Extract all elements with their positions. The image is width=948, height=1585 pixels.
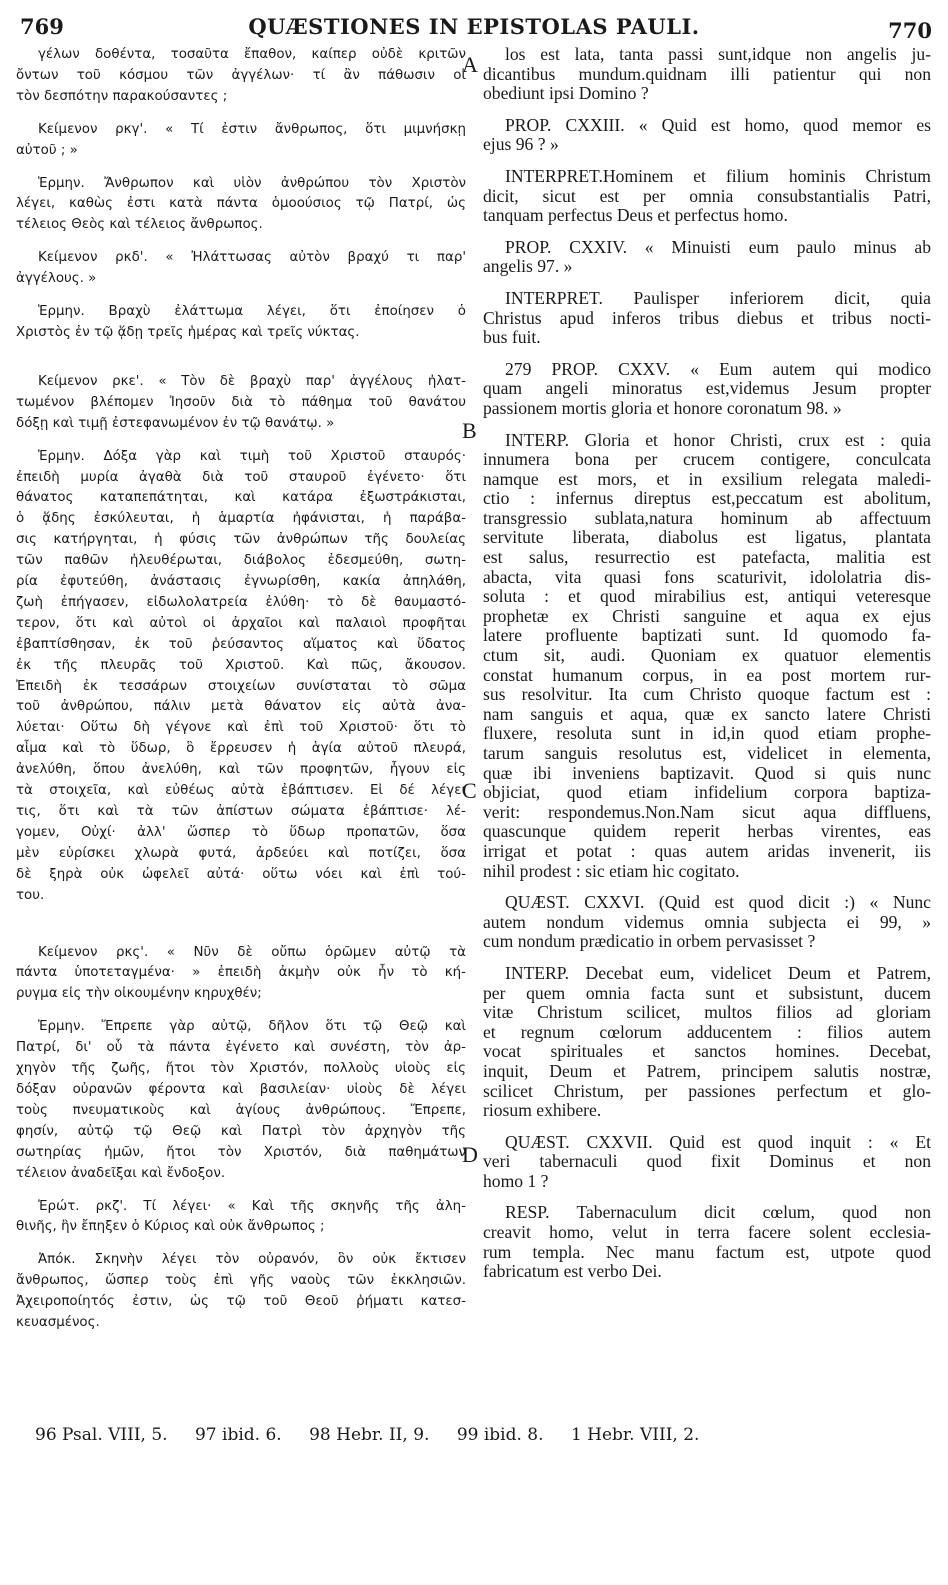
paragraph: [16, 302, 466, 344]
page-number-left: 769: [20, 14, 64, 39]
text-line: quæ ibi inveniens baptizavit. Quod si quis nunc: [483, 763, 931, 783]
text-line: dicantibus mundum.quidnam illi patientur qui non: [483, 64, 931, 84]
paragraph: [483, 45, 931, 104]
footnote: 97 ibid. 6.: [194, 1425, 282, 1445]
text-line: QUÆST. CXXVII. Quid est quod inquit : « Et: [505, 1132, 931, 1152]
text-line: λέγει, καθὼς ἐστι κατὰ πάντα ὁμοούσιος τῷ Πατρί, ὡς: [16, 196, 466, 212]
text-line: Ἑρμην. Ἔπρεπε γὰρ αὐτῷ, δῆλον ὅτι τῷ Θεῷ καὶ: [38, 1019, 466, 1035]
text-line: ἀγγέλους. »: [16, 271, 97, 287]
text-line: τοῦ ἀνθρώπου, πάλιν μετὰ θάνατον εἰς αὐτὰ ἀνα-: [16, 699, 466, 715]
footnote: 1 Hebr. VIII, 2.: [570, 1425, 700, 1445]
text-line: QUÆST. CXXVI. (Quid est quod dicit :) « Nunc: [505, 893, 931, 913]
text-line: δόξῃ καὶ τιμῇ ἐστεφανωμένον ἐν τῷ θανάτῳ. »: [16, 415, 335, 431]
text-line: ζωὴ ἐπήγασεν, εἰδωλολατρεία ἐλύθη· τὸ δὲ θαυμαστό-: [16, 594, 466, 610]
text-line: τῶν παθῶν ἠλευθέρωται, διάβολος ἐδεσμεύθη, σωτη-: [16, 553, 466, 569]
text-line: αἷμα καὶ τὸ ὕδωρ, ὃ ἔρρευσεν ἡ ἁγία αὐτοῦ πλευρά,: [16, 741, 466, 757]
footnote: 98 Hebr. II, 9.: [309, 1425, 430, 1445]
text-line: homo 1 ?: [483, 1171, 549, 1191]
paragraph-gap: [483, 1121, 931, 1133]
running-header: [16, 14, 932, 44]
text-line: latere profluente baptizati sunt. Id quomodo fa-: [483, 626, 931, 646]
paragraph-gap: [483, 155, 931, 167]
text-line: tarum sanguis resolutus est, videlicet in elementa,: [483, 744, 931, 763]
text-line: INTERP. Decebat eum, videlicet Deum et Patrem,: [505, 963, 931, 983]
footnote: 96 Psal. VIII, 5.: [35, 1425, 168, 1445]
paragraph-gap: [16, 344, 466, 372]
text-line: Πατρί, δι' οὗ τὰ πάντα ἐγένετο καὶ συνέστη, τὸν ἀρ-: [16, 1040, 466, 1056]
text-line: ρία ἐφυτεύθη, ἀνάστασις ἐγνωρίσθη, κακία ἀπηλάθη,: [16, 574, 466, 590]
text-line: quascunque quidem reperit herbas virentes, eas: [483, 822, 931, 842]
text-line: ἀνελύθη, ὅπου ἀνελύθη, καὶ τῶν προφητῶν, ἦγουν εἰς: [16, 762, 466, 778]
text-line: verit: respondemus.Non.Nam sicut aqua diffluens,: [483, 802, 931, 822]
paragraph: [16, 1197, 466, 1239]
paragraph-gap: [483, 419, 931, 431]
text-line: ctio : infernus direptus est,peccatum est abolitum,: [483, 489, 931, 509]
text-line: ἐβαπτίσθησαν, ἐκ τοῦ ῥεύσαντος αἵματος καὶ ὕδατος: [16, 636, 466, 652]
text-line: creavit homo, velut in terra facere solent ecclesia-: [483, 1223, 931, 1243]
text-line: fabricatum est verbo Dei.: [483, 1262, 662, 1282]
paragraph: [483, 289, 931, 348]
text-line: vocat spirituales et sanctos homines. Decebat,: [483, 1042, 931, 1062]
page-number-right: 770: [888, 18, 932, 43]
paragraph: [16, 943, 466, 1006]
paragraph: [16, 174, 466, 237]
paragraph: [16, 1017, 466, 1184]
text-line: του.: [16, 887, 45, 903]
text-line: τερον, ὅτι καὶ αὐτοὶ οἱ ἀρχαῖοι καὶ παλαιοὶ προφῆται: [16, 615, 466, 631]
text-line: rum templa. Nec manu factum est, utpote quod: [483, 1242, 931, 1262]
text-line: est salus, resurrectio est patefacta, malitia est: [483, 548, 931, 568]
text-line: PROP. CXXIII. « Quid est homo, quod memor es: [505, 115, 931, 135]
text-line: πάντα ὑποτεταγμένα· » ἐπειδὴ ἀκμὴν οὐκ ἦν τὸ κή-: [16, 965, 466, 981]
text-line: Κείμενον ρκγ'. « Τί ἐστιν ἄνθρωπος, ὅτι μιμνήσκῃ: [38, 121, 466, 137]
footnotes: [35, 1425, 935, 1445]
text-line: αὐτοῦ ; »: [16, 142, 78, 158]
text-line: servitute liberata, diabolus est ligatus, plantata: [483, 528, 931, 548]
latin-column: [483, 45, 931, 1282]
text-line: τοὺς πνευματικοὺς καὶ ἁγίους ἀνθρώπους. Ἔπρεπε,: [16, 1102, 466, 1118]
text-line: PROP. CXXIV. « Minuisti eum paulo minus ab: [505, 237, 931, 257]
paragraph: [16, 447, 466, 907]
text-line: γομεν, Οὐχί· ἀλλ' ὥσπερ τὸ ὕδωρ προπατῶν, ὅσα: [16, 824, 466, 840]
text-line: quam angeli minoratus est,videmus Jesum propter: [483, 379, 931, 399]
text-line: Ἀπόκ. Σκηνὴν λέγει τὸν οὐρανόν, ὃν οὐκ ἔκτισεν: [38, 1252, 466, 1268]
text-line: tanquam perfectus Deus et perfectus homo.: [483, 206, 788, 226]
text-line: bus fuit.: [483, 328, 541, 348]
text-line: cum nondum prædicatio in orbem pervasisset ?: [483, 932, 816, 952]
paragraph: [16, 248, 466, 290]
paragraph-gap: [16, 1238, 466, 1250]
text-line: φησίν, αὐτῷ τῷ Θεῷ καὶ Πατρὶ τὸν ἀρχηγὸν τῆς: [16, 1123, 466, 1139]
text-line: τις, ὅτι καὶ τὰ τῶν ἀπίστων σώματα ἐβάπτισε· λέ-: [16, 804, 466, 819]
text-line: transgressio sublata,natura hominum ab affectuum: [483, 508, 931, 528]
text-line: nihil prodest : sic etiam hic cogitato.: [483, 861, 740, 881]
paragraph: [483, 238, 931, 277]
text-line: soluta : et quod mirabilius est, antiqui veteresque: [483, 587, 931, 607]
text-line: σις κατήργηται, ἡ φύσις τῶν ἀνθρώπων τῆς δουλείας: [16, 532, 466, 548]
paragraph-gap: [483, 952, 931, 964]
paragraph: [483, 360, 931, 419]
paragraph: [483, 116, 931, 155]
margin-marker-c: C: [462, 778, 477, 803]
text-line: Χριστὸς ἐν τῷ ᾅδῃ τρεῖς ἡμέρας καὶ τρεῖς νύκτας.: [16, 324, 360, 340]
paragraph: [483, 964, 931, 1121]
text-line: prophetæ ex Christi sanguine et aqua ex ejus: [483, 606, 931, 626]
margin-marker-a: A: [462, 52, 478, 77]
text-line: Christus apud inferos tribus diebus et tribus nocti-: [483, 308, 931, 328]
text-line: et regnum cœlorum adducentem : filios autem: [483, 1022, 931, 1042]
paragraph-gap: [483, 348, 931, 360]
text-line: riosum exhibere.: [483, 1101, 602, 1121]
text-line: los est lata, tanta passi sunt,idque non angelis ju-: [505, 45, 931, 64]
paragraph: [483, 1133, 931, 1192]
text-line: constat humanum corpus, in ea post mortem rur-: [483, 665, 931, 685]
paragraph-gap: [16, 236, 466, 248]
text-line: obediunt ipsi Domino ?: [483, 84, 649, 104]
text-line: τέλειος Θεὸς καὶ τέλειος ἄνθρωπος.: [16, 217, 263, 233]
text-line: innumera bona per crucem contigere, conculcata: [483, 450, 931, 470]
running-title: QUÆSTIONES IN EPISTOLAS PAULI.: [248, 14, 700, 39]
text-line: ἐπειδὴ μυρία ἀγαθὰ διὰ τοῦ σταυροῦ ἐγένετο· ὅτι: [16, 469, 466, 485]
text-line: τὸν δεσπότην παρακούσαντες ;: [16, 88, 228, 104]
paragraph-gap: [16, 290, 466, 302]
text-line: θινῆς, ἣν ἔπηξεν ὁ Κύριος καὶ οὐκ ἄνθρωπος ;: [16, 1219, 325, 1235]
paragraph-gap: [483, 104, 931, 116]
text-line: γέλων δοθέντα, τοσαῦτα ἔπαθον, καίπερ οὐδὲ κριτῶν: [38, 47, 466, 62]
paragraph: [16, 1250, 466, 1334]
text-line: Ἑρμην. Δόξα γὰρ καὶ τιμὴ τοῦ Χριστοῦ σταυρός·: [38, 448, 466, 464]
text-line: δόξαν οὐρανῶν φέροντα καὶ βασιλείαν· υἱοὺς δὲ λέγει: [16, 1081, 466, 1097]
text-line: τέλειον ἀναδεῖξαι καὶ ἔνδοξον.: [16, 1165, 226, 1181]
text-line: scilicet Christum, per passiones perfectum et glo-: [483, 1081, 931, 1101]
text-line: Ἑρμην. Βραχὺ ἐλάττωμα λέγει, ὅτι ἐποίησεν ὁ: [38, 304, 466, 320]
text-line: inquit, Deum et Patrem, principem salutis nostræ,: [483, 1061, 931, 1081]
text-line: namque est mors, et in exsilium relegata maledi-: [483, 469, 931, 489]
text-line: per quem omnia facta sunt et subsistunt, ducem: [483, 983, 931, 1003]
paragraph: [483, 893, 931, 952]
paragraph-gap: [16, 435, 466, 447]
text-line: θάνατος καταπεπάτηται, καὶ κατάρα ἐξωστράκισται,: [16, 490, 466, 506]
text-line: δὲ ξηρὰ οὐκ ὠφελεῖ αὐτά· οὕτω νόει καὶ ἐπὶ τού-: [16, 866, 466, 882]
text-line: objiciat, quod etiam infidelium corpora baptiza-: [483, 783, 931, 803]
paragraph-gap: [16, 162, 466, 174]
paragraph: [16, 120, 466, 162]
text-line: dicit, sicut est per omnia consubstantialis Patri,: [483, 186, 931, 206]
margin-marker-b: B: [462, 418, 477, 443]
text-line: λύεται· Οὕτω δὴ γέγονε καὶ ἐπὶ τοῦ Χριστοῦ· ὅτι τὸ: [16, 720, 466, 736]
text-line: Κείμενον ρκς'. « Νῦν δὲ οὔπω ὁρῶμεν αὐτῷ τὰ: [38, 944, 466, 960]
text-line: INTERP. Gloria et honor Christi, crux est : quia: [505, 430, 931, 450]
text-line: INTERPRET. Paulisper inferiorem dicit, quia: [505, 288, 931, 308]
text-line: τὰ στοιχεῖα, καὶ εὐθέως αὐτὰ ἐβάπτισεν. Εἰ δέ λέγει: [16, 783, 466, 799]
text-line: χηγὸν τῆς ζωῆς, ἤτοι τὸν Χριστόν, πολλοὺς υἱοὺς εἰς: [16, 1061, 466, 1077]
paragraph: [16, 372, 466, 435]
text-line: RESP. Tabernaculum dicit cœlum, quod non: [505, 1203, 931, 1223]
text-line: ὁ ᾅδης ἐσκύλευται, ἡ ἁμαρτία ἠφάνισται, ἡ παράβα-: [16, 511, 466, 527]
text-line: nam sanguis et aqua, quæ ex sancto latere Christi: [483, 704, 931, 724]
margin-marker-d: D: [462, 1142, 478, 1167]
text-line: fluxere, resoluta sunt in id,in quod etiam prophe-: [483, 724, 931, 744]
text-line: Ἐρώτ. ρκζ'. Τί λέγει· « Καὶ τῆς σκηνῆς τῆς ἀλη-: [38, 1198, 466, 1214]
paragraph-gap: [483, 881, 931, 893]
text-line: sus resolvitur. Ita cum Christo quoque factum est :: [483, 685, 931, 705]
text-line: τωμένον βλέπομεν Ἰησοῦν διὰ τὸ πάθημα τοῦ θανάτου: [16, 394, 466, 410]
text-line: 279 PROP. CXXV. « Eum autem qui modico: [505, 359, 931, 379]
text-line: Ἑρμην. Ἄνθρωπον καὶ υἱὸν ἀνθρώπου τὸν Χριστὸν: [38, 175, 466, 191]
footnote: 99 ibid. 8.: [456, 1425, 544, 1445]
text-line: Κείμενον ρκδ'. « Ἠλάττωσας αὐτὸν βραχύ τι παρ': [38, 250, 466, 266]
paragraph-gap: [16, 108, 466, 120]
text-line: autem nondum videmus omnia subjecta ei 99, »: [483, 912, 931, 932]
paragraph-gap: [16, 1005, 466, 1017]
paragraph: [483, 167, 931, 226]
text-line: INTERPRET.Hominem et filium hominis Christum: [505, 166, 931, 186]
text-line: ἐκ τῆς πλευρᾶς τοῦ Χριστοῦ. Καὶ πῶς, ἄκουσον.: [16, 657, 466, 673]
text-line: ejus 96 ? »: [483, 135, 559, 155]
text-line: abacta, vita quasi fons scaturivit, idololatria dis-: [483, 567, 931, 587]
text-line: ἄνθρωπος, ὥσπερ τοὺς ἐπὶ γῆς ναοὺς τῶν ἐκκλησιῶν.: [16, 1273, 466, 1289]
greek-column: [16, 45, 466, 1334]
text-line: μὲν εὑρίσκει χλωρὰ φυτά, ἀρδεύει καὶ ποτίζει, ὅσα: [16, 845, 466, 861]
text-line: irrigat et potat : quas autem aridas invenerit, iis: [483, 841, 931, 861]
paragraph-gap: [16, 907, 466, 943]
paragraph: [483, 1203, 931, 1281]
paragraph-gap: [483, 1191, 931, 1203]
paragraph: [16, 45, 466, 108]
text-line: σωτηρίας ἡμῶν, ἤτοι τὸν Χριστόν, διὰ παθημάτων: [16, 1144, 466, 1160]
text-line: vitæ Christum scilicet, multos filios ad gloriam: [483, 1003, 931, 1023]
text-line: passionem mortis gloria et honore coronatum 98. »: [483, 398, 842, 418]
text-line: ρυγμα εἰς τὴν οἰκουμένην κηρυχθέν;: [16, 986, 262, 1002]
text-line: ctum sit, audi. Quoniam ex quatuor elementis: [483, 646, 931, 666]
paragraph-gap: [483, 277, 931, 289]
text-line: κευασμένος.: [16, 1315, 100, 1331]
text-line: Κείμενον ρκε'. « Τὸν δὲ βραχὺ παρ' ἀγγέλους ἠλατ-: [38, 373, 466, 389]
paragraph-gap: [16, 1185, 466, 1197]
text-line: veri tabernaculi quod fixit Dominus et non: [483, 1152, 931, 1172]
text-line: angelis 97. »: [483, 257, 573, 277]
paragraph-gap: [483, 226, 931, 238]
text-line: Ἀχειροποίητός ἐστιν, ὡς τῷ τοῦ Θεοῦ ῥήματι κατεσ-: [16, 1294, 466, 1310]
paragraph: [483, 431, 931, 882]
text-line: Ἐπειδὴ ἐκ τεσσάρων στοιχείων συνίσταται τὸ σῶμα: [16, 678, 466, 694]
text-line: ὄντων τοῦ κόσμου τῶν ἀγγέλων· τί ἂν πάθωσιν οἱ: [16, 67, 466, 83]
